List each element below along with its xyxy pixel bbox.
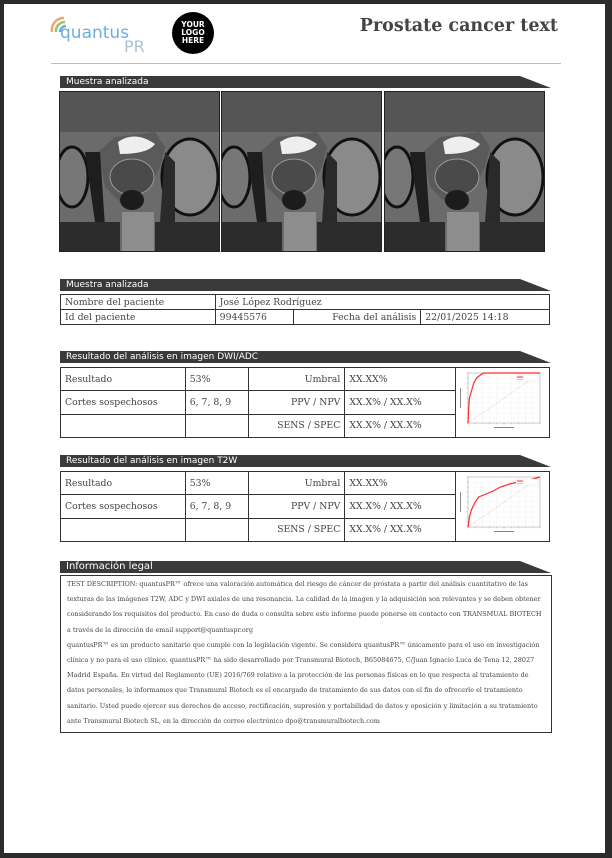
section-title: Muestra analizada [66,77,149,87]
mri-image [384,91,545,252]
threshold-value: XX.XX% [345,472,456,495]
suspicious-slices-label: Cortes sospechosos [61,495,186,518]
empty-cell [61,518,186,541]
patient-table [60,294,550,325]
mri-image [59,91,220,252]
sens-spec-value: XX.X% / XX.X% [345,414,456,437]
mri-image-strip [59,91,545,251]
ppv-npv-value: XX.X% / XX.X% [345,391,456,414]
threshold-value: XX.XX% [345,368,456,391]
empty-cell [185,414,248,437]
empty-cell [185,518,248,541]
document-title: Prostate cancer text [359,16,558,36]
partner-logo [172,12,214,54]
section-header-dwi [60,351,551,363]
patient-name-value: José López Rodríguez [215,295,549,310]
x-axis-label [494,531,514,532]
partner-logo-line: HERE [181,36,205,45]
table-row [61,295,550,310]
section-header-legal [60,561,551,573]
roc-chart-t2w [458,474,544,536]
result-value: 53% [185,368,248,391]
result-label: Resultado [61,472,186,495]
partner-logo-line: LOGO [181,28,205,37]
patient-id-value: 99445576 [215,310,293,325]
roc-chart-cell [456,368,550,438]
patient-id-label: Id del paciente [61,310,216,325]
section-title: Información legal [66,561,153,572]
suspicious-slices-value: 6, 7, 8, 9 [185,391,248,414]
roc-chart-dwi [458,370,544,432]
y-axis-label [460,388,461,408]
legal-text-box [60,575,552,733]
t2w-results-table [60,471,550,542]
brand-name: quantus [60,23,130,43]
patient-name-label: Nombre del paciente [61,295,216,310]
result-label: Resultado [61,368,186,391]
header-divider [51,63,561,64]
analysis-date-label: Fecha del análisis [293,310,421,325]
ppv-npv-label: PPV / NPV [248,391,345,414]
table-row [61,472,550,495]
legal-paragraph: quantusPR™ es un producto sanitario que cumple con la legislación vigente. Se considera quantusPR™ únicamente para el uso en investigación clínica y no para el uso clínico. quantusPR™ ha sido desarrollado por Transmural Biotech, B65084675, C/Juan Ignacio Luca de Tena 12, 28027 Madrid España. En virtud del Reglamento (UE) 2016/769 relativo a la protección de las personas físicas en lo que respecta al tratamiento de datos personales, le informamos que Transmural Biotech es el encargado de tratamiento de sus datos con el fin de ofrecerle el tratamiento sanitario. Usted puede ejercer sus derechos de acceso, rectificación, supresión y portabilidad de datos y oposición y limitación a su tratamiento ante Transmural Biotech SL, en la dirección de correo electrónico dpo@transmuralbiotech.com [67,640,540,725]
sens-spec-label: SENS / SPEC [248,414,345,437]
table-row [61,310,550,325]
table-row [61,368,550,391]
section-title: Muestra analizada [66,280,149,290]
roc-chart-cell [456,472,550,542]
brand-suffix: PR [124,37,145,54]
section-header-patient [60,279,551,291]
ppv-npv-value: XX.X% / XX.X% [345,495,456,518]
legend-box [516,375,538,381]
section-header-t2w [60,455,551,467]
legal-paragraph: TEST DESCRIPTION: quantusPR™ ofrece una valoración automática del riesgo de cáncer de próstata a partir del análisis cuantitativo de las texturas de las imágenes T2W, ADC y DWI axiales de una resonancia. La calidad de la imagen y la adquisición son relevantes y se deben obtener considerando los requisitos del producto. En caso de duda o consulta sobre este informe puede ponerse en contacto con TRANSMUAL BIOTECH a través de la dirección de email support@quantuspr.org [67,580,542,634]
section-title: Resultado del análisis en imagen T2W [66,456,238,466]
threshold-label: Umbral [248,368,345,391]
ppv-npv-label: PPV / NPV [248,495,345,518]
partner-logo-line: YOUR [181,20,205,29]
suspicious-slices-value: 6, 7, 8, 9 [185,495,248,518]
quantus-logo [48,10,158,54]
suspicious-slices-label: Cortes sospechosos [61,391,186,414]
sens-spec-value: XX.X% / XX.X% [345,518,456,541]
section-header-images [60,76,551,88]
analysis-date-value: 22/01/2025 14:18 [421,310,550,325]
threshold-label: Umbral [248,472,345,495]
mri-image [221,91,382,252]
legend-box [516,479,538,485]
result-value: 53% [185,472,248,495]
empty-cell [61,414,186,437]
x-axis-label [494,427,514,428]
section-title: Resultado del análisis en imagen DWI/ADC [66,352,259,362]
y-axis-label [460,492,461,512]
sens-spec-label: SENS / SPEC [248,518,345,541]
dwi-results-table [60,367,550,438]
